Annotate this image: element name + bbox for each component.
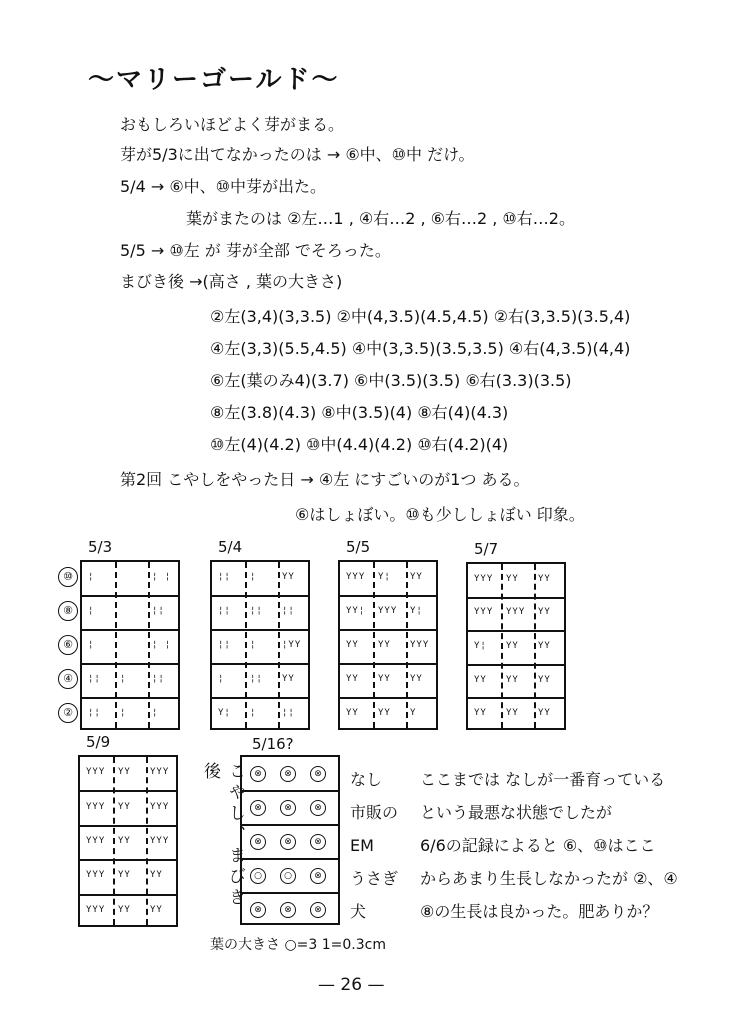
seedling-marks: ¦¦ [250,606,263,616]
growth-grid [338,560,438,730]
seedling-marks: ¦ ¦ [152,572,172,582]
grid-date-label: 5/16? [252,735,294,753]
seedling-marks: ¦ [88,606,95,616]
leaf-size-note: 葉の大きさ ○=3 1=0.3cm [210,937,386,953]
grid-date-label: 5/5 [346,538,371,556]
seedling-marks: YY [538,607,551,618]
seedling-marks: Y [410,708,417,718]
grid-date-label: 5/3 [88,538,113,556]
treatment-label: 市販の [350,803,399,822]
seedling-marks: ¦¦ [282,708,295,718]
seedling-marks: ¦¦ [152,674,165,684]
grid-row-line [340,629,436,631]
seedling-marks: YY [150,904,163,915]
grid-date-label: 5/4 [218,538,243,556]
growth-grid [466,562,566,730]
note-line: ここまでは なしが一番育っている [420,770,666,789]
grid-row-line [242,858,338,860]
grid-row-line [468,597,564,599]
plant-circle: ⊗ [310,868,326,884]
grid-row-line [212,595,308,597]
seedling-marks: ¦¦ [282,606,295,616]
text-line: 葉がまたのは ②左…1 , ④右…2 , ⑥右…2 , ⑩右…2。 [186,209,575,228]
seedling-marks: YY [506,708,519,719]
seedling-marks: YY [538,708,551,719]
seedling-marks: ¦¦ [152,606,165,616]
seedling-marks: YY [282,572,295,582]
seedling-marks: ¦ [88,572,95,582]
grid-row-line [212,629,308,631]
seedling-marks: YY [150,870,163,881]
text-line: 第2回 こやしをやった日 → ④左 にすごいのが1つ ある。 [120,470,530,489]
grid-divider [534,564,536,728]
grid-row-line [80,894,176,896]
text-line: まびき後 →(高さ , 葉の大きさ) [120,272,343,291]
final-growth-grid [240,755,340,925]
note-line: ⑧の生長は良かった。肥ありか？ [420,902,659,921]
grid-row-line [80,859,176,861]
seedling-marks: ¦ [88,640,95,650]
row-number-label: ④ [58,669,78,689]
seedling-marks: YY [410,572,423,582]
grid-divider [278,562,280,728]
treatment-label: EM [350,836,374,855]
grid-divider [406,562,408,728]
text-line: ⑥はしょぼい。⑩も少ししょぼい 印象。 [295,505,585,524]
seedling-marks: ¦ [250,640,257,650]
seedling-marks: YY [410,674,423,684]
seedling-marks: YYY [86,870,106,881]
grid-row-line [242,824,338,826]
measurement-line: ⑩左(4)(4.2) ⑩中(4.4)(4.2) ⑩右(4.2)(4) [210,435,509,454]
grid-row-line [468,697,564,699]
text-line: 芽が5/3に出てなかったのは → ⑥中、⑩中 だけ。 [120,145,475,164]
growth-grid [80,560,180,730]
seedling-marks: ¦¦ [218,572,231,582]
row-number-label: ② [58,703,78,723]
seedling-marks: ¦¦ [88,674,101,684]
seedling-marks: Y¦ [378,572,391,582]
seedling-marks: YYY [474,573,494,584]
seedling-marks: YY [538,641,551,651]
grid-divider [115,562,117,728]
seedling-marks: YY [378,640,391,650]
growth-grid [210,560,310,730]
seedling-marks: YYY [150,767,170,778]
seedling-marks: YY [118,836,131,846]
plant-circle: ⊗ [250,834,266,850]
grid-row-line [80,825,176,827]
plant-circle: ○ [280,868,296,884]
seedling-marks: ¦ [250,572,257,582]
grid-divider [373,562,375,728]
grid-divider [501,564,503,728]
seedling-marks: Y¦ [474,641,487,651]
grid-row-line [242,892,338,894]
page-title: 〜マリーゴールド〜 [88,65,340,95]
plant-circle: ⊗ [280,766,296,782]
seedling-marks: YYY [506,607,526,618]
seedling-marks: YY [538,573,551,584]
grid-divider [148,562,150,728]
plant-circle: ⊗ [250,902,266,918]
measurement-line: ④左(3,3)(5.5,4.5) ④中(3,3.5)(3.5,3.5) ④右(4,3.5)(4,4) [210,339,631,358]
seedling-marks: YYY [346,572,366,582]
seedling-marks: YY [118,904,131,915]
plant-circle: ⊗ [310,834,326,850]
seedling-marks: YY [118,801,131,812]
seedling-marks: YYY [86,836,106,846]
plant-circle: ⊗ [310,766,326,782]
seedling-marks: YY [506,641,519,651]
note-line: からあまり生長しなかったが ②、④ [420,869,678,888]
seedling-marks: YYY [86,801,106,812]
seedling-marks: ¦ [152,708,159,718]
seedling-marks: YY [506,573,519,584]
grid-date-label: 5/9 [86,733,111,751]
grid-date-label: 5/7 [474,540,499,558]
grid-divider [245,562,247,728]
grid-row-line [468,630,564,632]
grid-row-line [212,663,308,665]
grid-divider [146,757,148,925]
seedling-marks: ¦ [120,674,127,684]
seedling-marks: YY [506,674,519,685]
seedling-marks: YY [378,708,391,718]
vertical-note: こやし、まびき後 [200,762,245,909]
seedling-marks: YYY [474,607,494,618]
grid-row-line [82,595,178,597]
row-number-label: ⑥ [58,635,78,655]
treatment-label: うさぎ [350,869,399,888]
seedling-marks: YY [118,767,131,778]
seedling-marks: YYY [86,767,106,778]
seedling-marks: YYY [86,904,106,915]
grid-row-line [80,790,176,792]
plant-circle: ⊗ [310,800,326,816]
grid-row-line [340,595,436,597]
treatment-label: なし [350,770,383,789]
seedling-marks: YYY [378,606,398,616]
grid-row-line [340,663,436,665]
plant-circle: ⊗ [250,800,266,816]
plant-circle: ⊗ [280,902,296,918]
page-number: — 26 — [318,975,385,995]
seedling-marks: ¦ [250,708,257,718]
grid-row-line [468,664,564,666]
note-line: という最悪な状態でしたが [420,803,613,822]
plant-circle: ⊗ [280,800,296,816]
text-line: おもしろいほどよく芽がまる。 [120,115,345,134]
seedling-marks: Y¦ [410,606,423,616]
plant-circle: ⊗ [280,834,296,850]
seedling-marks: YY [282,674,295,684]
grid-row-line [212,697,308,699]
text-line: 5/4 → ⑥中、⑩中芽が出た。 [120,177,327,196]
seedling-marks: YY [474,674,487,685]
treatment-label: 犬 [350,902,367,921]
seedling-marks: ¦¦ [218,640,231,650]
measurement-line: ⑧左(3.8)(4.3) ⑧中(3.5)(4) ⑧右(4)(4.3) [210,403,509,422]
seedling-marks: ¦¦ [88,708,101,718]
grid-row-line [340,697,436,699]
row-number-label: ⑩ [58,567,78,587]
grid-row-line [82,629,178,631]
seedling-marks: YYY [410,640,430,650]
note-line: 6/6の記録によると ⑥、⑩はここ [420,836,656,855]
grid-row-line [82,663,178,665]
plant-circle: ⊗ [250,766,266,782]
seedling-marks: YY¦ [346,606,366,616]
growth-grid [78,755,178,927]
seedling-marks: ¦¦ [250,674,263,684]
grid-divider [113,757,115,925]
grid-row-line [82,697,178,699]
seedling-marks: YY [118,870,131,881]
seedling-marks: Y¦ [218,708,231,718]
measurement-line: ⑥左(葉のみ4)(3.7) ⑥中(3.5)(3.5) ⑥右(3.3)(3.5) [210,371,572,390]
measurement-line: ②左(3,4)(3,3.5) ②中(4,3.5)(4.5,4.5) ②右(3,3.5)(3.5,4) [210,307,631,326]
seedling-marks: ¦¦ [218,606,231,616]
plant-circle: ⊗ [310,902,326,918]
seedling-marks: ¦ ¦ [152,640,172,650]
seedling-marks: ¦ [218,674,225,684]
seedling-marks: YYY [150,801,170,812]
grid-row-line [242,790,338,792]
seedling-marks: YY [474,708,487,719]
seedling-marks: YY [346,674,359,684]
seedling-marks: YYY [150,836,170,846]
seedling-marks: ¦YY [282,640,302,650]
row-number-label: ⑧ [58,601,78,621]
seedling-marks: YY [346,640,359,650]
seedling-marks: ¦ [120,708,127,718]
seedling-marks: YY [346,708,359,718]
seedling-marks: YY [378,674,391,684]
seedling-marks: YY [538,674,551,685]
text-line: 5/5 → ⑩左 が 芽が全部 でそろった。 [120,241,391,260]
plant-circle: ○ [250,868,266,884]
